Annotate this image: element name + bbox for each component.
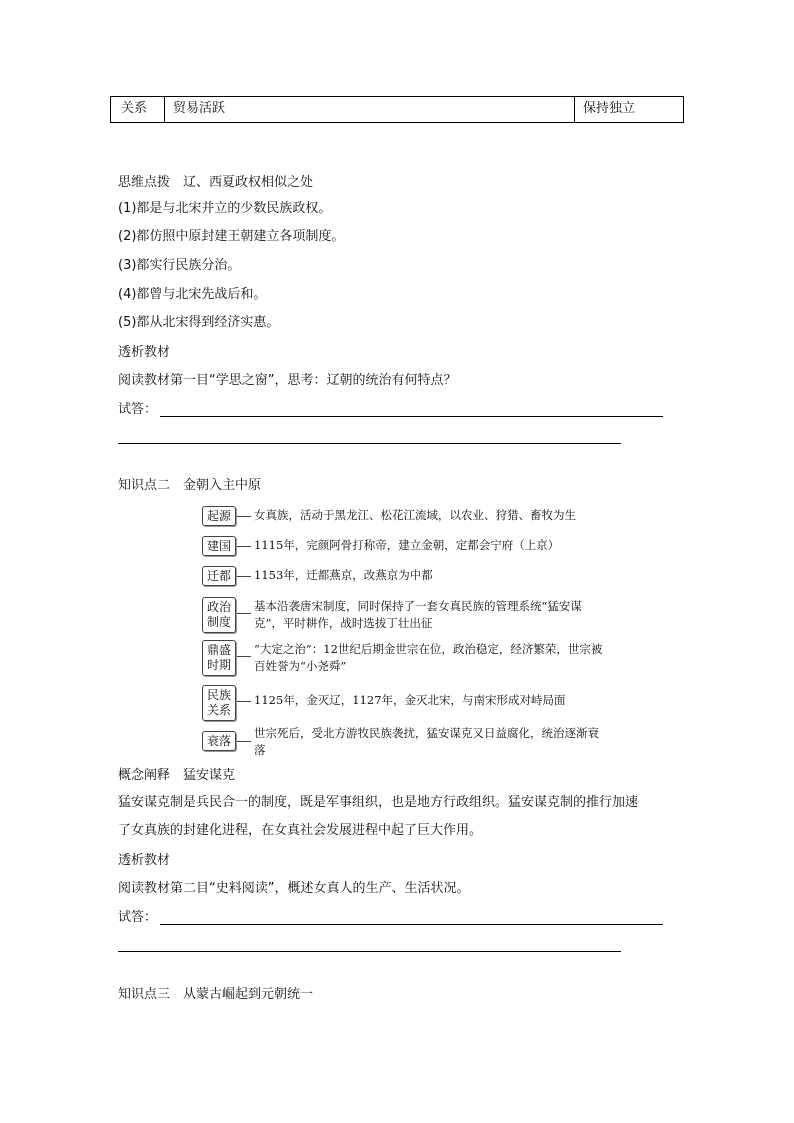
diagram-label-line: 政治: [206, 600, 231, 614]
diagram-text: 1125年，金灭辽，1127年，金灭北宋，与南宋形成对峙局面: [254, 693, 566, 707]
table-cell-trade: 贸易活跃: [165, 97, 575, 122]
answer-line[interactable]: [118, 951, 621, 952]
thinking-point: (2)都仿照中原封建王朝建立各项制度。: [118, 229, 345, 244]
diagram-label: [202, 640, 236, 676]
concept-text: 猛安谋克制是兵民合一的制度，既是军事组织，也是地方行政组织。猛安谋克制的推行加速: [118, 795, 639, 810]
diagram-label: 迁都: [202, 566, 236, 586]
diagram-text: “大定之治”：12世纪后期金世宗在位，政治稳定，经济繁荣，世宗被百姓誉为“小尧舜”: [254, 642, 603, 673]
thinking-point: (1)都是与北宋并立的少数民族政权。: [118, 201, 332, 216]
diagram-text: 1153年，迁都燕京，改燕京为中都: [254, 568, 433, 582]
diagram-connector: [237, 546, 251, 547]
diagram-label: [202, 597, 236, 633]
answer-label: 试答：: [118, 402, 158, 417]
thinking-point: (3)都实行民族分治。: [118, 258, 241, 273]
diagram-label-line: 关系: [206, 703, 231, 717]
diagram-label-line: 民族: [206, 688, 231, 702]
diagram-label: 起源: [202, 506, 236, 526]
answer-label: 试答：: [118, 910, 158, 925]
diagram-label: [202, 685, 236, 721]
thinking-point: (4)都曾与北宋先战后和。: [118, 287, 267, 302]
answer-line[interactable]: [160, 924, 663, 925]
diagram-text: 女真族，活动于黑龙江、松花江流域，以农业、狩猎、畜牧为生: [254, 508, 576, 522]
diagram-connector: [237, 613, 251, 614]
textbook-heading: 透析教材: [118, 853, 171, 868]
table-cell-relation: 关系: [111, 97, 165, 122]
diagram-text: 基本沿袭唐宋制度，同时保持了一套女真民族的管理系统“猛安谋克”，平时耕作，战时选拔丁壮出征: [254, 599, 582, 630]
diagram-label-line: 时期: [206, 658, 231, 672]
thinking-point: (5)都从北宋得到经济实惠。: [118, 315, 280, 330]
diagram-label-line: 制度: [206, 615, 231, 629]
answer-line[interactable]: [160, 416, 663, 417]
textbook-question: 阅读教材第二目“史料阅读”，概述女真人的生产、生活状况。: [118, 881, 470, 896]
concept-text: 了女真族的封建化进程，在女真社会发展进程中起了巨大作用。: [118, 823, 483, 838]
diagram-connector: [237, 576, 251, 577]
concept-title: 概念阐释 猛安谋克: [118, 768, 236, 783]
kp2-title: 知识点二 金朝入主中原: [118, 478, 262, 493]
diagram-label: 建国: [202, 536, 236, 556]
textbook-question: 阅读教材第一目“学思之窗”，思考：辽朝的统治有何特点？: [118, 373, 457, 388]
diagram-connector: [237, 741, 251, 742]
kp3-title: 知识点三 从蒙古崛起到元朝统一: [118, 987, 314, 1002]
diagram-text: 1115年，完颜阿骨打称帝，建立金朝，定都会宁府（上京）: [254, 538, 560, 552]
diagram-connector: [237, 701, 251, 702]
answer-line[interactable]: [118, 443, 621, 444]
diagram-connector: [237, 656, 251, 657]
table-cell-independence: 保持独立: [583, 101, 636, 116]
diagram-label-line: 鼎盛: [206, 643, 231, 657]
diagram-connector: [237, 516, 251, 517]
diagram-text: 世宗死后，受北方游牧民族袭扰，猛安谋克又日益腐化，统治逐渐衰落: [254, 726, 599, 757]
textbook-heading: 透析教材: [118, 345, 171, 360]
thinking-title: 思维点拨 辽、西夏政权相似之处: [118, 175, 314, 190]
diagram-label: 衰落: [202, 731, 236, 751]
relation-table: [110, 96, 684, 123]
